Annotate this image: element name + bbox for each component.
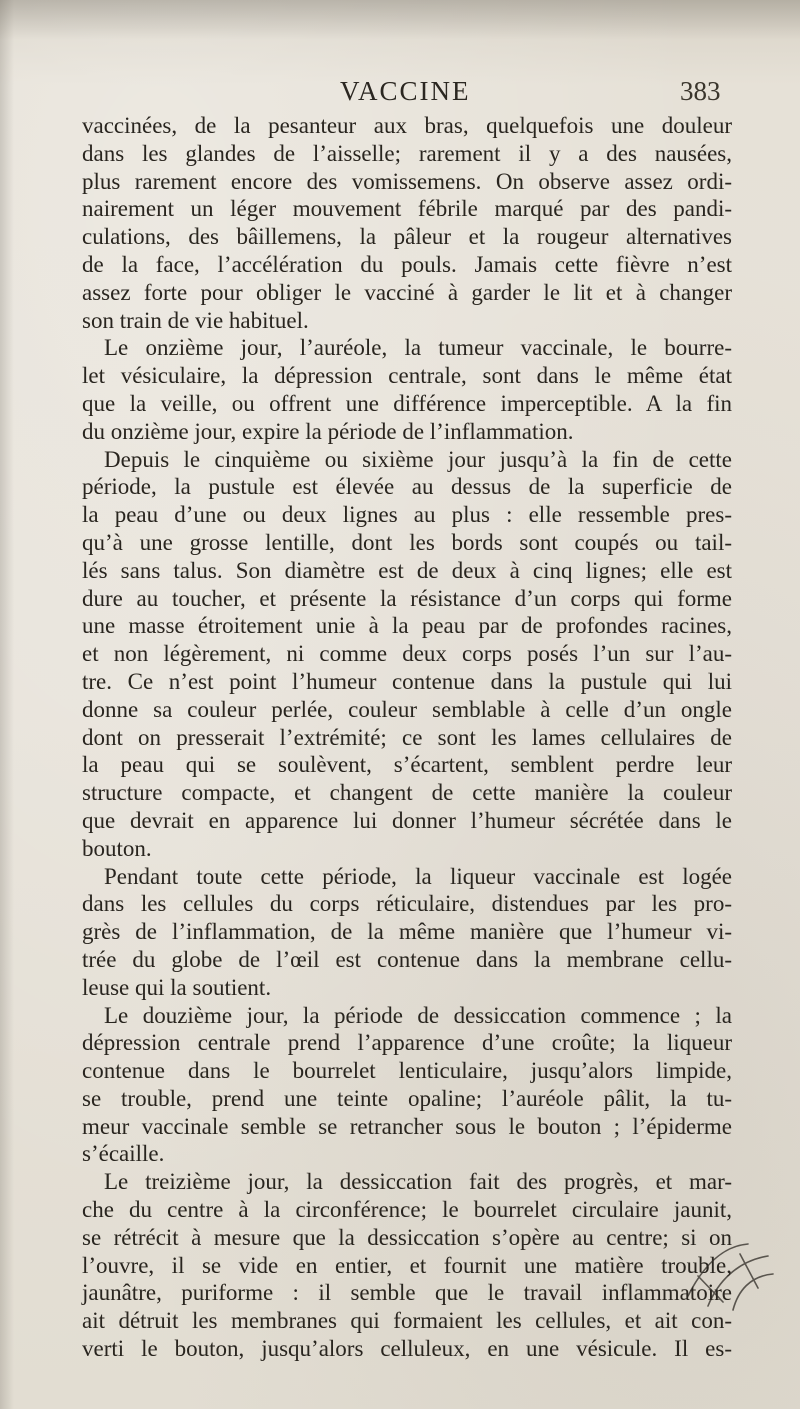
text-line: bouton. bbox=[82, 835, 152, 861]
text-line: plus rarement encore des vomissemens. On observe assez ordi- bbox=[82, 168, 732, 194]
text-line: assez forte pour obliger le vacciné à garder le lit et à changer bbox=[82, 279, 732, 305]
text-line: Le douzième jour, la période de dessiccation commence ; la bbox=[104, 1002, 732, 1028]
text-line: grès de l’inflammation, de la même manière que l’humeur vi- bbox=[82, 919, 732, 945]
text-line: que la veille, ou offrent une différence imperceptible. A la fin bbox=[82, 390, 732, 416]
text-line: Depuis le cinquième ou sixième jour jusqu’à la fin de cette bbox=[104, 446, 732, 472]
text-line: Le onzième jour, l’auréole, la tumeur vaccinale, le bourre- bbox=[104, 335, 732, 361]
text-line: Pendant toute cette période, la liqueur vaccinale est logée bbox=[104, 863, 732, 889]
text-line: che du centre à la circonférence; le bourrelet circulaire jaunit, bbox=[82, 1197, 732, 1223]
text-line: verti le bouton, jusqu’alors celluleux, en une vésicule. Il es- bbox=[82, 1336, 732, 1362]
running-title: VACCINE bbox=[340, 76, 471, 106]
text-line: période, la pustule est élevée au dessus de la superficie de bbox=[82, 474, 732, 500]
text-line: trée du globe de l’œil est contenue dans la membrane cellu- bbox=[82, 946, 732, 972]
text-line: lés sans talus. Son diamètre est de deux à cinq lignes; elle est bbox=[82, 557, 732, 583]
text-line: dans les glandes de l’aisselle; rarement il y a des nausées, bbox=[82, 140, 732, 166]
text-line: l’ouvre, il se vide en entier, et fournit une matière trouble, bbox=[82, 1252, 732, 1278]
text-line: dont on presserait l’extrémité; ce sont les lames cellulaires de bbox=[82, 724, 732, 750]
text-line: de la face, l’accélération du pouls. Jamais cette fièvre n’est bbox=[82, 251, 732, 277]
text-line: que devrait en apparence lui donner l’humeur sécrétée dans le bbox=[82, 807, 732, 833]
text-line: contenue dans le bourrelet lenticulaire, jusqu’alors limpide, bbox=[82, 1058, 732, 1084]
text-line: qu’à une grosse lentille, dont les bords sont coupés ou tail- bbox=[82, 529, 732, 555]
text-line: et non légèrement, ni comme deux corps posés l’un sur l’au- bbox=[82, 641, 732, 667]
body-text bbox=[82, 112, 732, 1363]
text-line: tre. Ce n’est point l’humeur contenue dans la pustule qui lui bbox=[82, 668, 732, 694]
text-line: Le treizième jour, la dessiccation fait des progrès, et mar- bbox=[104, 1169, 732, 1195]
text-line: dure au toucher, et présente la résistance d’un corps qui forme bbox=[82, 585, 732, 611]
text-line: se trouble, prend une teinte opaline; l’auréole pâlit, la tu- bbox=[82, 1085, 732, 1111]
text-line: nairement un léger mouvement fébrile marqué par des pandi- bbox=[82, 196, 732, 222]
text-line: son train de vie habituel. bbox=[82, 307, 309, 333]
running-head bbox=[0, 76, 800, 112]
text-line: dépression centrale prend l’apparence d’une croûte; la liqueur bbox=[82, 1030, 732, 1056]
text-line: jaunâtre, puriforme : il semble que le travail inflammatoire bbox=[82, 1280, 732, 1306]
text-line: du onzième jour, expire la période de l’inflammation. bbox=[82, 418, 574, 444]
text-line: une masse étroitement unie à la peau par de profondes racines, bbox=[82, 613, 732, 639]
page-number: 383 bbox=[680, 76, 721, 106]
text-line: s’écaille. bbox=[82, 1141, 165, 1167]
text-line: se rétrécit à mesure que la dessiccation s’opère au centre; si on bbox=[82, 1224, 732, 1250]
text-line: ait détruit les membranes qui formaient les cellules, et ait con- bbox=[82, 1308, 732, 1334]
ink-scribble-icon bbox=[678, 1236, 778, 1312]
text-line: donne sa couleur perlée, couleur semblable à celle d’un ongle bbox=[82, 696, 732, 722]
text-line: let vésiculaire, la dépression centrale, sont dans le même état bbox=[82, 363, 732, 389]
text-line: structure compacte, et changent de cette manière la couleur bbox=[82, 780, 732, 806]
text-line: la peau qui se soulèvent, s’écartent, semblent perdre leur bbox=[82, 752, 732, 778]
text-line: meur vaccinale semble se retrancher sous le bouton ; l’épiderme bbox=[82, 1113, 732, 1139]
text-line: culations, des bâillemens, la pâleur et la rougeur alternatives bbox=[82, 224, 732, 250]
text-line: dans les cellules du corps réticulaire, distendues par les pro- bbox=[82, 891, 732, 917]
text-line: la peau d’une ou deux lignes au plus : elle ressemble pres- bbox=[82, 502, 732, 528]
text-line: vaccinées, de la pesanteur aux bras, quelquefois une douleur bbox=[82, 113, 732, 138]
text-line: leuse qui la soutient. bbox=[82, 974, 272, 1000]
